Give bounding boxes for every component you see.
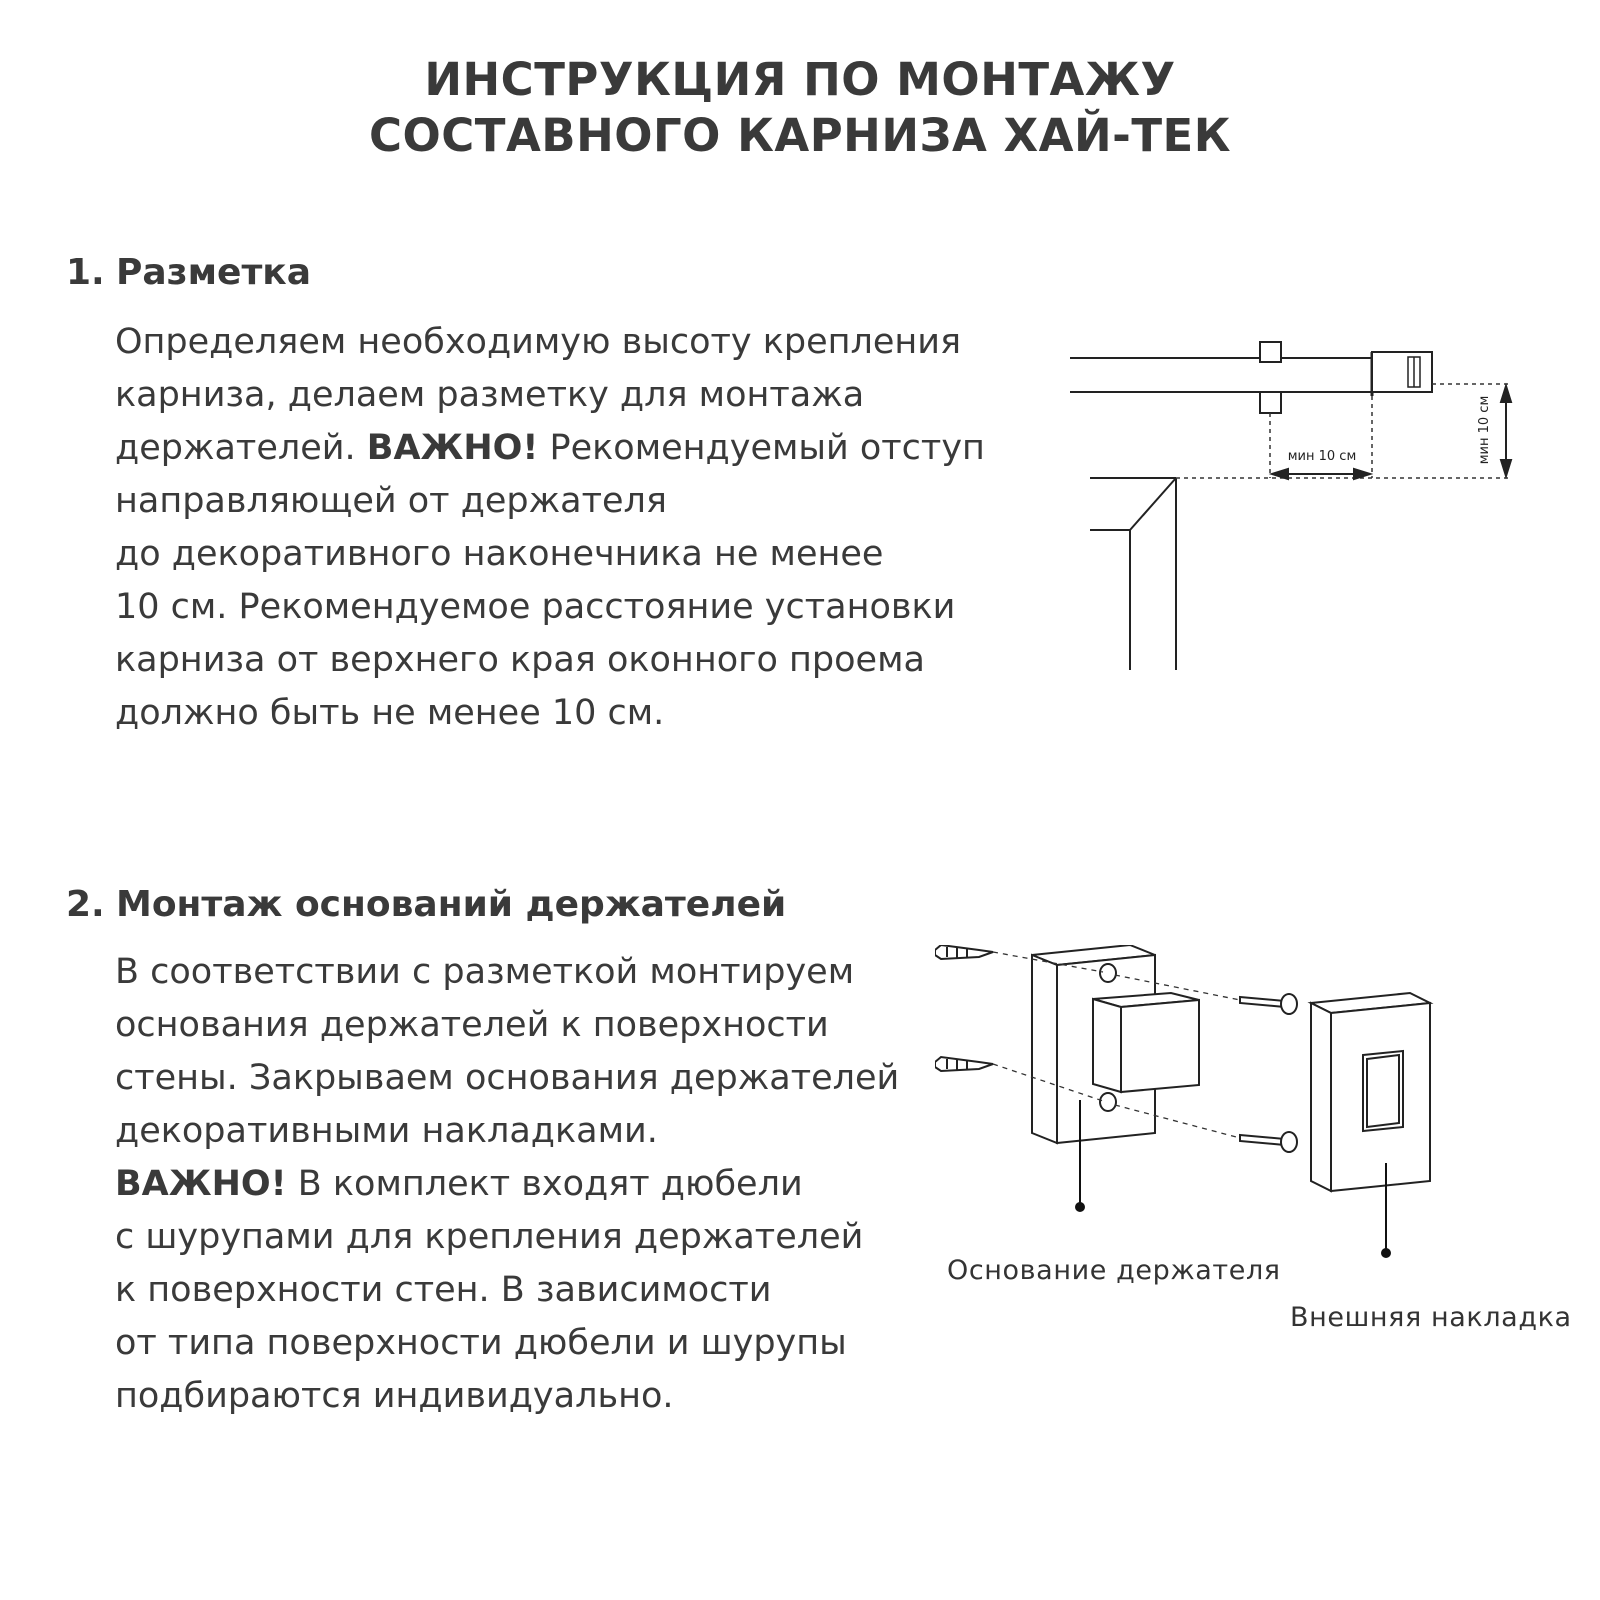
text-line: декоративными накладками. xyxy=(115,1111,658,1151)
holder-base-label: Основание держателя xyxy=(947,1255,1281,1286)
dowel-top xyxy=(935,945,993,959)
holder-top xyxy=(1260,342,1281,362)
holder-mounting-diagram xyxy=(935,945,1455,1265)
text-line: 10 см. Рекомендуемое расстояние установки xyxy=(115,587,956,627)
finial xyxy=(1372,352,1432,392)
text-line: подбираются индивидуально. xyxy=(115,1376,674,1416)
text-line: карниза, делаем разметку для монтажа xyxy=(115,375,865,415)
text-line: держателей. ВАЖНО! Рекомендуемый отступ xyxy=(115,428,985,468)
text-line: до декоративного наконечника не менее xyxy=(115,534,884,574)
text-line: ВАЖНО! В комплект входят дюбели xyxy=(115,1164,803,1204)
outer-cover xyxy=(1311,993,1430,1191)
section-2-text xyxy=(115,946,899,1423)
title-line-1: ИНСТРУКЦИЯ ПО МОНТАЖУ xyxy=(424,53,1176,106)
marking-diagram xyxy=(1060,330,1530,690)
text-line: от типа поверхности дюбели и шурупы xyxy=(115,1323,847,1363)
min-distance-label-vertical: мин 10 см xyxy=(1477,395,1492,465)
important-label: ВАЖНО! xyxy=(366,428,539,468)
outer-cover-label: Внешняя накладка xyxy=(1290,1302,1572,1333)
section-2-title: Монтаж оснований держателей xyxy=(116,884,787,925)
text-line: основания держателей к поверхности xyxy=(115,1005,829,1045)
section-1-title: Разметка xyxy=(116,252,312,293)
screw-top xyxy=(1240,994,1297,1014)
text-line: Определяем необходимую высоту крепления xyxy=(115,322,962,362)
page-title xyxy=(0,52,1600,164)
text-line: направляющей от держателя xyxy=(115,481,667,521)
text-line: должно быть не менее 10 см. xyxy=(115,693,665,733)
dowel-bottom xyxy=(935,1057,993,1071)
screw-bottom xyxy=(1240,1132,1297,1152)
text-line: к поверхности стен. В зависимости xyxy=(115,1270,772,1310)
text-line: стены. Закрываем основания держателей xyxy=(115,1058,900,1098)
section-2-number: 2. xyxy=(66,884,105,925)
section-1-number: 1. xyxy=(66,252,105,293)
section-2-heading xyxy=(66,884,786,925)
text-line: с шурупами для крепления держателей xyxy=(115,1217,864,1257)
important-label: ВАЖНО! xyxy=(115,1164,287,1204)
section-1-heading xyxy=(66,252,311,293)
text-line: карниза от верхнего края оконного проема xyxy=(115,640,925,680)
holder-bottom xyxy=(1260,392,1281,413)
min-distance-label-horizontal: мин 10 см xyxy=(1287,449,1357,464)
window-bevel xyxy=(1130,478,1176,530)
title-line-2: СОСТАВНОГО КАРНИЗА ХАЙ-ТЕК xyxy=(368,109,1232,162)
section-1-text xyxy=(115,316,985,740)
text-line: В соответствии с разметкой монтируем xyxy=(115,952,855,992)
